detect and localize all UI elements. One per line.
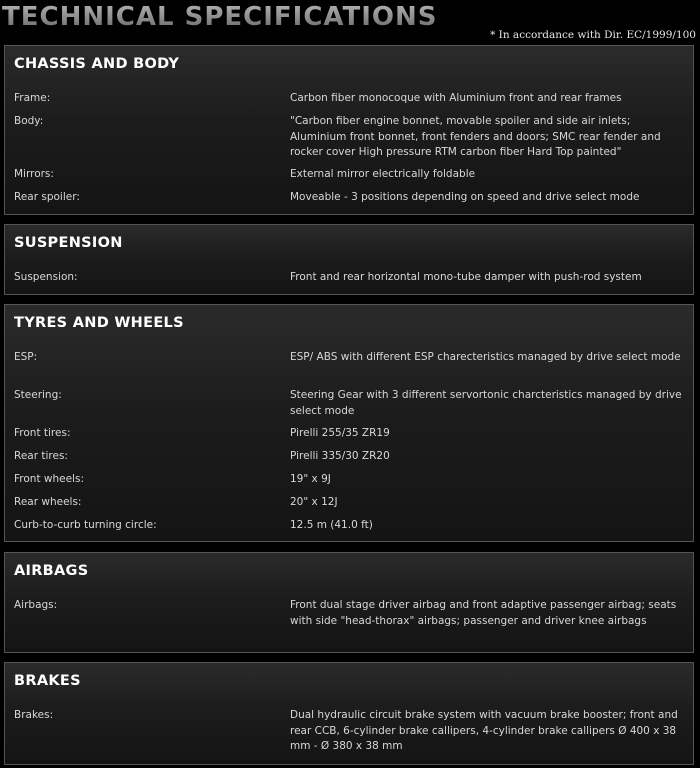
spec-value: Pirelli 335/30 ZR20 <box>290 450 390 462</box>
section-title: SUSPENSION <box>14 235 123 251</box>
spec-label: Front wheels: <box>14 473 84 485</box>
spec-label: Rear wheels: <box>14 496 82 508</box>
spec-value: Carbon fiber monocoque with Aluminium front and rear frames <box>290 92 622 104</box>
spec-label: Front tires: <box>14 427 71 439</box>
spec-label: Mirrors: <box>14 168 54 180</box>
spec-value: 19" x 9J <box>290 473 331 485</box>
spec-value: ESP/ ABS with different ESP charecteristics managed by drive select mode <box>290 351 681 363</box>
section-tyres-and-wheels <box>4 304 694 542</box>
section-airbags <box>4 552 694 653</box>
spec-label: Airbags: <box>14 599 58 611</box>
spec-value: Pirelli 255/35 ZR19 <box>290 427 390 439</box>
spec-value: Front dual stage driver airbag and front adaptive passenger airbag; seats with side "head-thorax" airbags; passenger and driver knee airbags <box>290 599 677 627</box>
spec-label: Suspension: <box>14 271 78 283</box>
spec-value: Moveable - 3 positions depending on speed and drive select mode <box>290 191 640 203</box>
section-title: AIRBAGS <box>14 563 89 579</box>
section-title: CHASSIS AND BODY <box>14 56 180 72</box>
spec-value: 12.5 m (41.0 ft) <box>290 519 373 531</box>
section-brakes <box>4 662 694 765</box>
spec-value: Steering Gear with 3 different servortonic charcteristics managed by drive select mode <box>290 389 682 417</box>
directive-footnote: * In accordance with Dir. EC/1999/100 <box>490 29 696 41</box>
spec-label: Rear spoiler: <box>14 191 80 203</box>
section-suspension <box>4 224 694 295</box>
spec-label: Body: <box>14 115 44 127</box>
spec-value: External mirror electrically foldable <box>290 168 476 180</box>
spec-label: Curb-to-curb turning circle: <box>14 519 157 531</box>
spec-label: Steering: <box>14 389 62 401</box>
spec-value: "Carbon fiber engine bonnet, movable spoiler and side air inlets; Aluminium front bonnet, front fenders and doors; SMC rear fender and rocker cover High pressure RTM carbon fiber Hard Top painted" <box>290 115 661 158</box>
page-title: TECHNICAL SPECIFICATIONS <box>2 2 438 32</box>
spec-label: Rear tires: <box>14 450 68 462</box>
spec-value: Front and rear horizontal mono-tube damper with push-rod system <box>290 271 642 283</box>
section-chassis-and-body <box>4 45 694 215</box>
section-title: BRAKES <box>14 673 81 689</box>
spec-label: Frame: <box>14 92 51 104</box>
spec-value: Dual hydraulic circuit brake system with vacuum brake booster; front and rear CCB, 6-cylinder brake callipers, 4-cylinder brake callipers Ø 400 x 38 mm - Ø 380 x 38 mm <box>290 709 678 752</box>
spec-label: Brakes: <box>14 709 54 721</box>
spec-label: ESP: <box>14 351 38 363</box>
spec-value: 20" x 12J <box>290 496 338 508</box>
section-title: TYRES AND WHEELS <box>14 315 184 331</box>
